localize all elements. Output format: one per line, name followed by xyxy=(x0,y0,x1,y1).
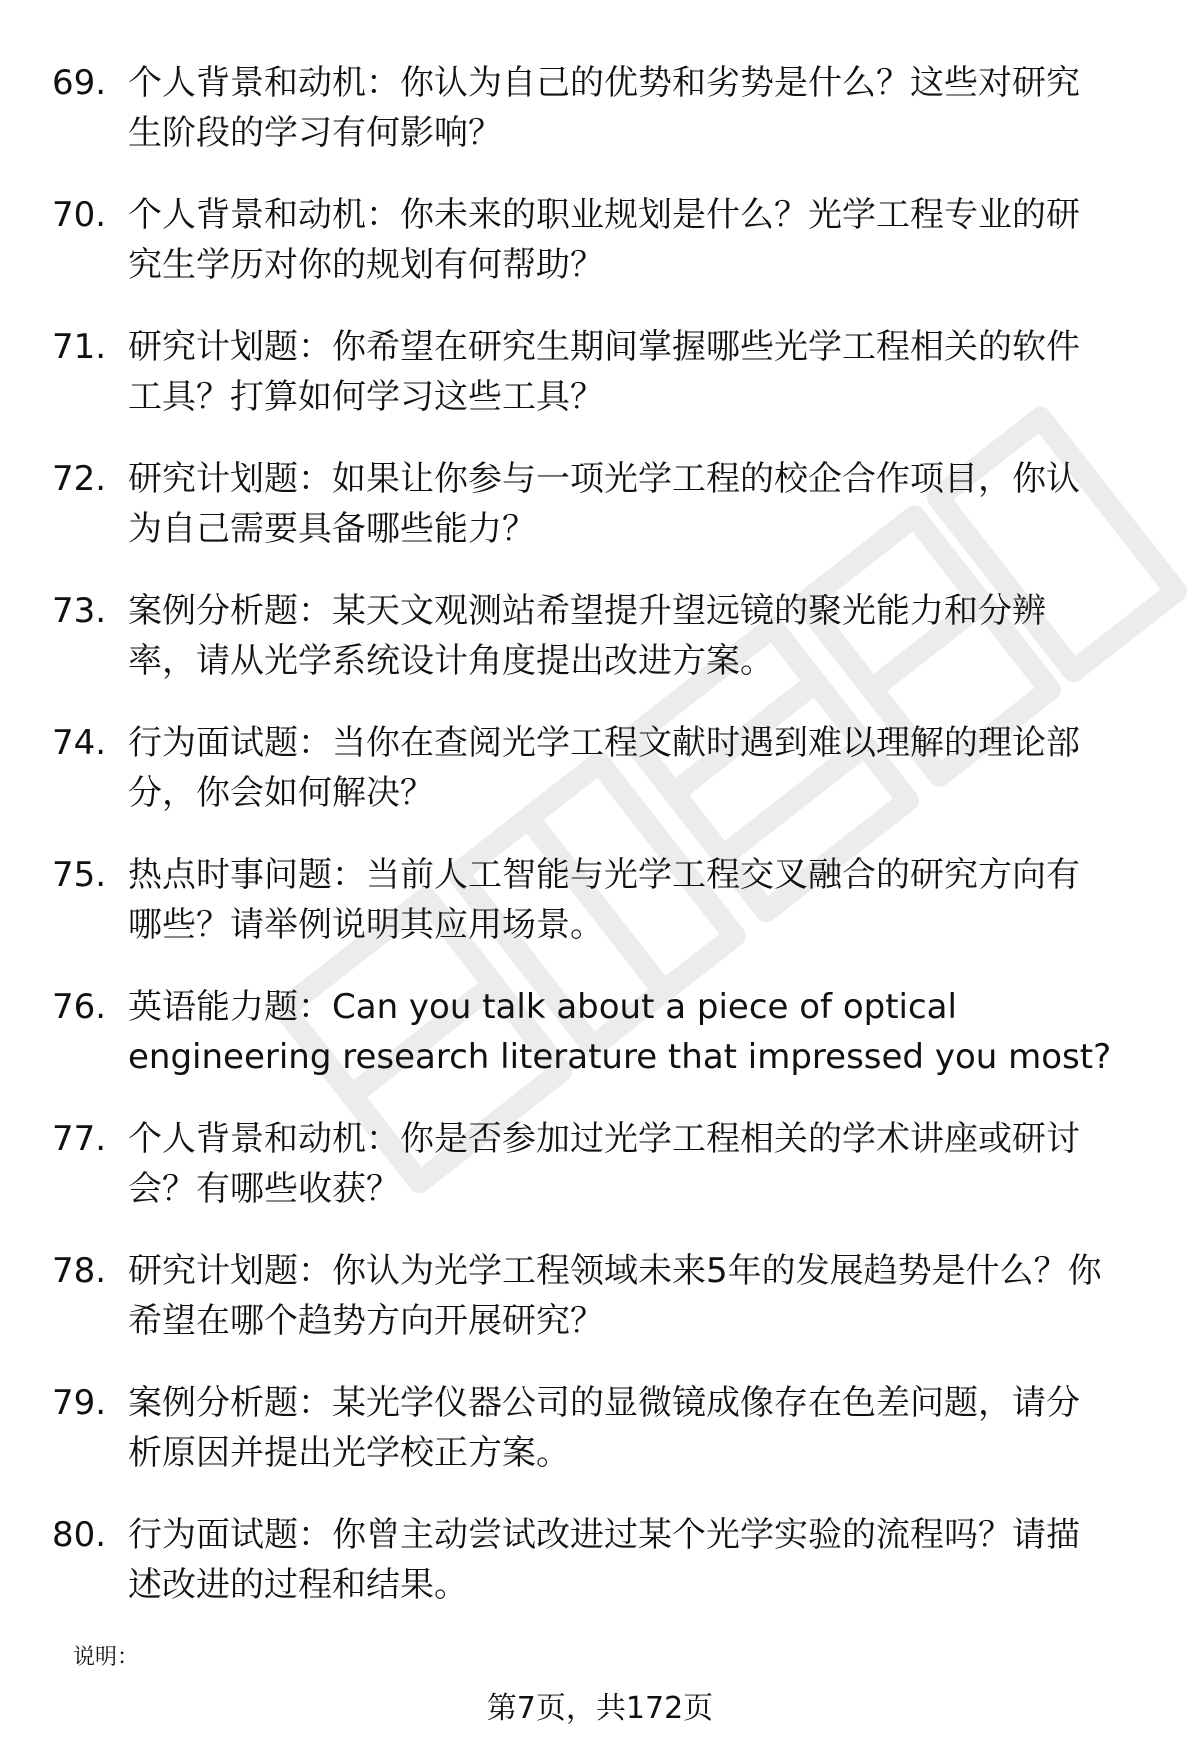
question-line: engineering research literature that impressed you most? xyxy=(128,1037,1112,1077)
question-text xyxy=(128,1378,1198,1478)
question-number: 78. xyxy=(52,1251,107,1291)
question-line: 希望在哪个趋势方向开展研究？ xyxy=(128,1301,604,1341)
question-line: 工具？打算如何学习这些工具？ xyxy=(128,377,604,417)
question-number: 80. xyxy=(52,1515,107,1555)
question-item xyxy=(52,1114,1162,1246)
question-line: 个人背景和动机：你未来的职业规划是什么？光学工程专业的研 xyxy=(128,195,1080,235)
question-line: 案例分析题：某天文观测站希望提升望远镜的聚光能力和分辨 xyxy=(128,591,1046,631)
question-line: 行为面试题：你曾主动尝试改进过某个光学实验的流程吗？请描 xyxy=(128,1515,1080,1555)
question-item xyxy=(52,586,1162,718)
question-line: 英语能力题：Can you talk about a piece of optical xyxy=(128,987,957,1027)
question-number: 69. xyxy=(52,63,107,103)
question-text xyxy=(128,1246,1198,1346)
question-number: 75. xyxy=(52,855,107,895)
question-line: 为自己需要具备哪些能力？ xyxy=(128,509,536,549)
question-number: 76. xyxy=(52,987,107,1027)
question-text xyxy=(128,322,1198,422)
question-line: 研究计划题：如果让你参与一项光学工程的校企合作项目，你认 xyxy=(128,459,1080,499)
question-text xyxy=(128,454,1198,554)
question-number: 74. xyxy=(52,723,107,763)
question-item xyxy=(52,982,1162,1114)
question-number: 77. xyxy=(52,1119,107,1159)
question-line: 生阶段的学习有何影响？ xyxy=(128,113,502,153)
question-text xyxy=(128,58,1198,158)
question-item xyxy=(52,190,1162,322)
note-label: 说明： xyxy=(73,1645,140,1670)
question-line: 热点时事问题：当前人工智能与光学工程交叉融合的研究方向有 xyxy=(128,855,1080,895)
question-line: 行为面试题：当你在查阅光学工程文献时遇到难以理解的理论部 xyxy=(128,723,1080,763)
question-number: 79. xyxy=(52,1383,107,1423)
question-line: 案例分析题：某光学仪器公司的显微镜成像存在色差问题，请分 xyxy=(128,1383,1080,1423)
question-item xyxy=(52,1246,1162,1378)
question-line: 研究计划题：你认为光学工程领域未来5年的发展趋势是什么？你 xyxy=(128,1251,1102,1291)
question-line: 会？有哪些收获？ xyxy=(128,1169,400,1209)
question-number: 73. xyxy=(52,591,107,631)
question-number: 71. xyxy=(52,327,107,367)
question-line: 率，请从光学系统设计角度提出改进方案。 xyxy=(128,641,774,681)
question-line: 哪些？请举例说明其应用场景。 xyxy=(128,905,604,945)
question-line: 分，你会如何解决？ xyxy=(128,773,434,813)
question-text xyxy=(128,850,1198,950)
question-text xyxy=(128,190,1198,290)
page-number-footer: 第7页，共172页 xyxy=(486,1691,714,1726)
question-item xyxy=(52,58,1162,190)
question-list xyxy=(52,58,1162,1642)
question-text xyxy=(128,718,1198,818)
question-text xyxy=(128,1510,1198,1610)
question-line: 个人背景和动机：你是否参加过光学工程相关的学术讲座或研讨 xyxy=(128,1119,1080,1159)
question-item xyxy=(52,850,1162,982)
question-text xyxy=(128,586,1198,686)
question-line: 研究计划题：你希望在研究生期间掌握哪些光学工程相关的软件 xyxy=(128,327,1080,367)
question-item xyxy=(52,322,1162,454)
question-text xyxy=(128,1114,1198,1214)
question-text xyxy=(128,982,1198,1082)
question-line: 析原因并提出光学校正方案。 xyxy=(128,1433,570,1473)
question-number: 70. xyxy=(52,195,107,235)
question-line: 述改进的过程和结果。 xyxy=(128,1565,468,1605)
question-item xyxy=(52,718,1162,850)
question-item xyxy=(52,454,1162,586)
question-item xyxy=(52,1510,1162,1642)
question-line: 个人背景和动机：你认为自己的优势和劣势是什么？这些对研究 xyxy=(128,63,1080,103)
question-item xyxy=(52,1378,1162,1510)
question-number: 72. xyxy=(52,459,107,499)
question-line: 究生学历对你的规划有何帮助？ xyxy=(128,245,604,285)
